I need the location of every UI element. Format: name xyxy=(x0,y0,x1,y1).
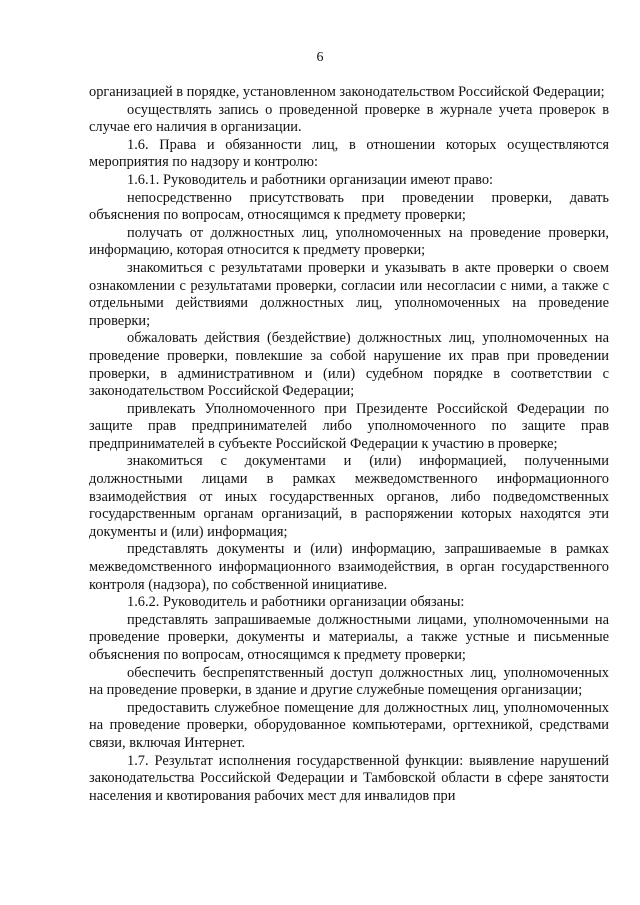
paragraph: непосредственно присутствовать при проведении проверки, давать объяснения по вопросам, относящимся к предмету проверки; xyxy=(89,189,609,224)
subsection-heading-1-6-1: 1.6.1. Руководитель и работники организации имеют право: xyxy=(127,171,494,188)
section-heading-1-6: 1.6. Права и обязанности лиц, в отношении которых осуществляются мероприятия по надзору и контролю: xyxy=(89,136,609,171)
paragraph: предоставить служебное помещение для должностных лиц, уполномоченных на проведение проверки, оборудованное компьютерами, оргтехникой, средствами связи, включая Интернет. xyxy=(89,699,609,751)
document-body xyxy=(89,84,609,805)
paragraph: организацией в порядке, установленном законодательством Российской Федерации; xyxy=(89,84,605,100)
paragraph: представлять документы и (или) информацию, запрашиваемые в рамках межведомственного информационного взаимодействия, в орган государственного контроля (надзора), по собственной инициативе. xyxy=(89,541,609,593)
paragraph: привлекать Уполномоченного при Президенте Российской Федерации по защите прав предпринимателей либо уполномоченного по защите прав предпринимателей в субъекте Российской Федерации к участию в проверке; xyxy=(89,400,609,452)
paragraph: знакомиться с документами и (или) информацией, полученными должностными лицами в рамках межведомственного информационного взаимодействия от иных государственных органов, либо подведомственных государственным органам организаций, в распоряжении которых находятся эти документы и (или) информация; xyxy=(89,453,609,540)
paragraph: получать от должностных лиц, уполномоченных на проведение проверки, информацию, которая относится к предмету проверки; xyxy=(89,224,609,259)
page-number: 6 xyxy=(316,50,324,65)
section-heading-1-7: 1.7. Результат исполнения государственной функции: выявление нарушений законодательства Российской Федерации и Тамбовской области в сфере занятости населения и квотирования рабочих мест для инвалидов при xyxy=(89,752,609,804)
subsection-heading-1-6-2: 1.6.2. Руководитель и работники организации обязаны: xyxy=(127,594,465,611)
paragraph: представлять запрашиваемые должностными лицами, уполномоченными на проведение проверки, документы и материалы, а также устные и письменные объяснения по вопросам, относящимся к предмету проверки; xyxy=(89,611,609,663)
paragraph: обжаловать действия (бездействие) должностных лиц, уполномоченных на проведение проверки, повлекшие за собой нарушение их прав при проведении проверки, в административном и (или) судебном порядке в соответствии с законодательством Российской Федерации; xyxy=(89,330,609,400)
paragraph: обеспечить беспрепятственный доступ должностных лиц, уполномоченных на проведение проверки, в здание и другие служебные помещения организации; xyxy=(89,664,609,699)
paragraph: осуществлять запись о проведенной проверке в журнале учета проверок в случае его наличия в организации. xyxy=(89,101,609,136)
paragraph: знакомиться с результатами проверки и указывать в акте проверки о своем ознакомлении с результатами проверки, согласии или несогласии с ними, а также с отдельными действиями должностных лиц, уполномоченных на проведение проверки; xyxy=(89,259,609,329)
